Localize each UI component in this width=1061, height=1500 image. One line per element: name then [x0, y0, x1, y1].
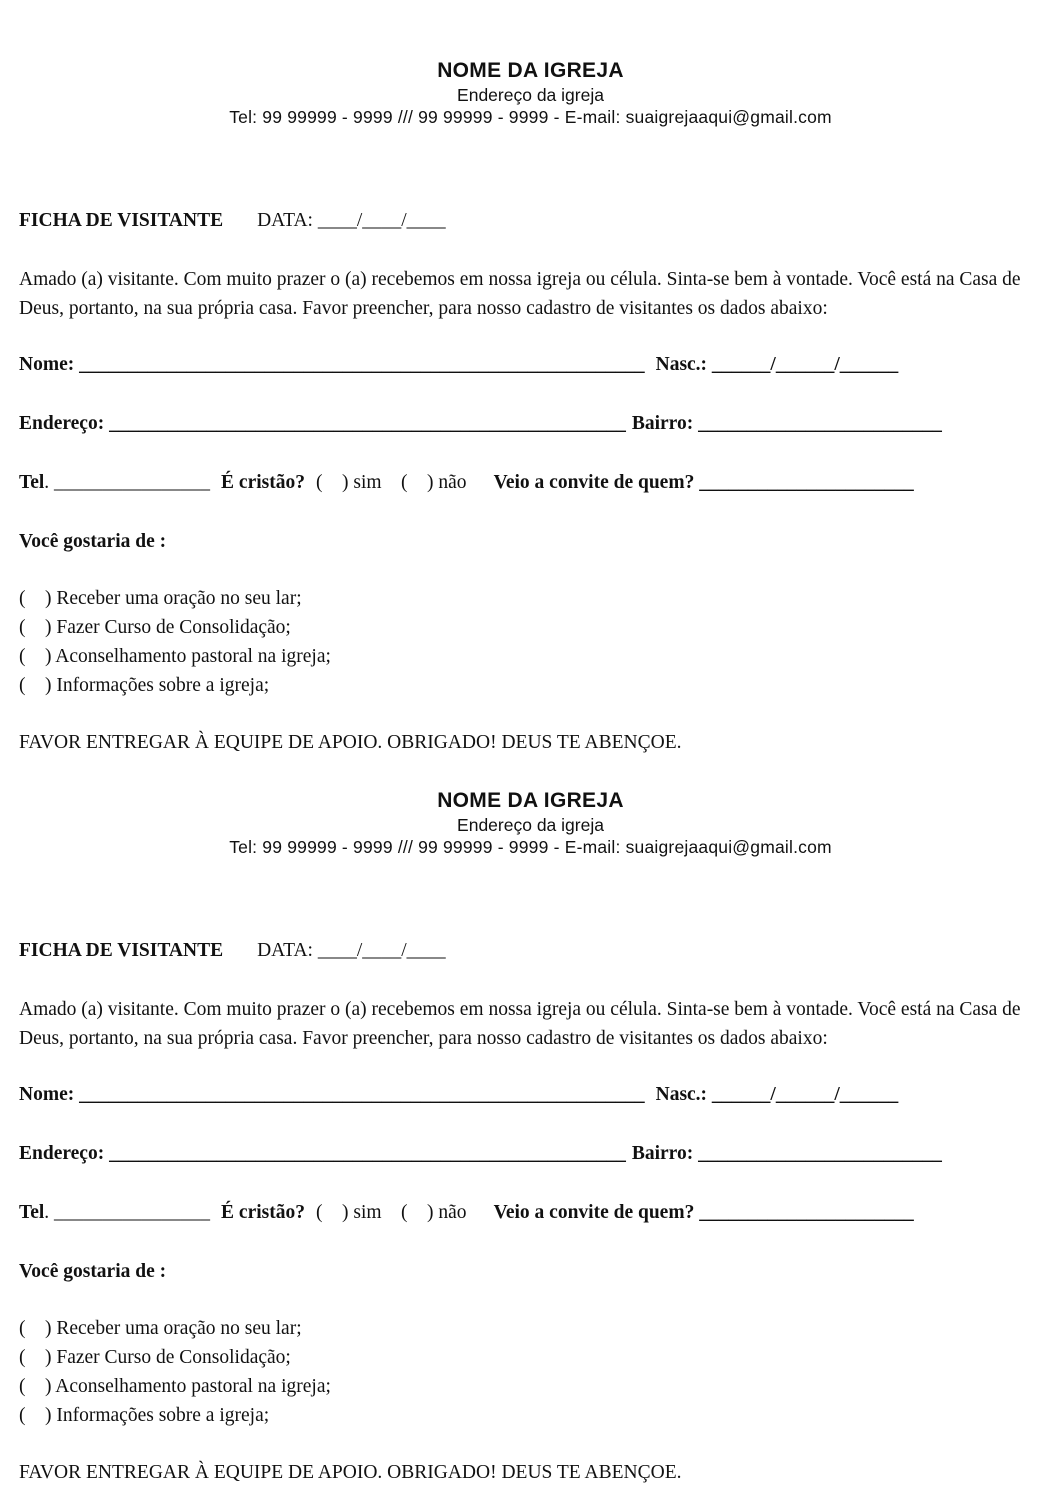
birth-date-field: Nasc.: ______/______/______	[655, 1084, 899, 1105]
district-field: Bairro: _________________________	[631, 413, 942, 434]
option-information: ( ) Informações sobre a igreja;	[19, 1405, 270, 1426]
option-prayer: ( ) Receber uma oração no seu lar;	[19, 588, 302, 609]
option-course: ( ) Fazer Curso de Consolidação;	[19, 1347, 291, 1368]
date-field: DATA: ____/____/____	[257, 210, 446, 231]
church-name: NOME DA IGREJA	[437, 59, 624, 82]
option-course: ( ) Fazer Curso de Consolidação;	[19, 617, 291, 638]
invite-field: Veio a convite de quem? ______________________	[493, 1202, 914, 1223]
birth-date-field: Nasc.: ______/______/______	[655, 354, 899, 375]
visitor-form-2	[0, 730, 1061, 1483]
address-row	[19, 1142, 942, 1166]
church-header	[0, 58, 1061, 128]
wish-label: Você gostaria de :	[19, 531, 167, 552]
form-title-row	[19, 209, 446, 233]
wish-label: Você gostaria de :	[19, 1261, 167, 1282]
option-information: ( ) Informações sobre a igreja;	[19, 675, 270, 696]
name-row	[19, 353, 898, 377]
intro-text: Amado (a) visitante. Com muito prazer o (a) recebemos em nossa igreja ou célula. Sinta-se bem à vontade. Você está na Casa de Deus, portanto, na sua própria casa. Favor preencher, para nosso cadastro de visitantes os dados abaixo:	[19, 999, 1021, 1049]
phone-label: Tel	[19, 1202, 45, 1223]
address-field: Endereço: _____________________________________________________	[19, 413, 626, 434]
phone-row	[19, 471, 914, 495]
phone-row	[19, 1201, 914, 1225]
name-field: Nome: __________________________________________________________	[19, 354, 645, 375]
christian-options: ( ) sim ( ) não	[316, 1202, 467, 1223]
church-address: Endereço da igreja	[457, 85, 604, 105]
footer-note: FAVOR ENTREGAR À EQUIPE DE APOIO. OBRIGADO! DEUS TE ABENÇOE.	[19, 732, 682, 753]
name-row	[19, 1083, 898, 1107]
invite-field: Veio a convite de quem? ______________________	[493, 472, 914, 493]
church-name: NOME DA IGREJA	[437, 789, 624, 812]
form-title-row	[19, 939, 446, 963]
address-row	[19, 412, 942, 436]
district-field: Bairro: _________________________	[631, 1143, 942, 1164]
name-field: Nome: __________________________________________________________	[19, 1084, 645, 1105]
phone-field: . ________________	[44, 472, 211, 493]
christian-label: É cristão?	[221, 1202, 305, 1223]
option-counseling: ( ) Aconselhamento pastoral na igreja;	[19, 646, 331, 667]
phone-field: . ________________	[44, 1202, 211, 1223]
church-contact: Tel: 99 99999 - 9999 /// 99 99999 - 9999 - E-mail: suaigrejaaqui@gmail.com	[229, 107, 832, 127]
christian-label: É cristão?	[221, 472, 305, 493]
option-counseling: ( ) Aconselhamento pastoral na igreja;	[19, 1376, 331, 1397]
church-address: Endereço da igreja	[457, 815, 604, 835]
church-contact: Tel: 99 99999 - 9999 /// 99 99999 - 9999 - E-mail: suaigrejaaqui@gmail.com	[229, 837, 832, 857]
date-field: DATA: ____/____/____	[257, 940, 446, 961]
form-title: FICHA DE VISITANTE	[19, 940, 224, 961]
christian-options: ( ) sim ( ) não	[316, 472, 467, 493]
address-field: Endereço: _____________________________________________________	[19, 1143, 626, 1164]
phone-label: Tel	[19, 472, 45, 493]
form-title: FICHA DE VISITANTE	[19, 210, 224, 231]
intro-text: Amado (a) visitante. Com muito prazer o (a) recebemos em nossa igreja ou célula. Sinta-se bem à vontade. Você está na Casa de Deus, portanto, na sua própria casa. Favor preencher, para nosso cadastro de visitantes os dados abaixo:	[19, 269, 1021, 319]
option-prayer: ( ) Receber uma oração no seu lar;	[19, 1318, 302, 1339]
footer-note: FAVOR ENTREGAR À EQUIPE DE APOIO. OBRIGADO! DEUS TE ABENÇOE.	[19, 1462, 682, 1483]
church-header	[0, 788, 1061, 858]
